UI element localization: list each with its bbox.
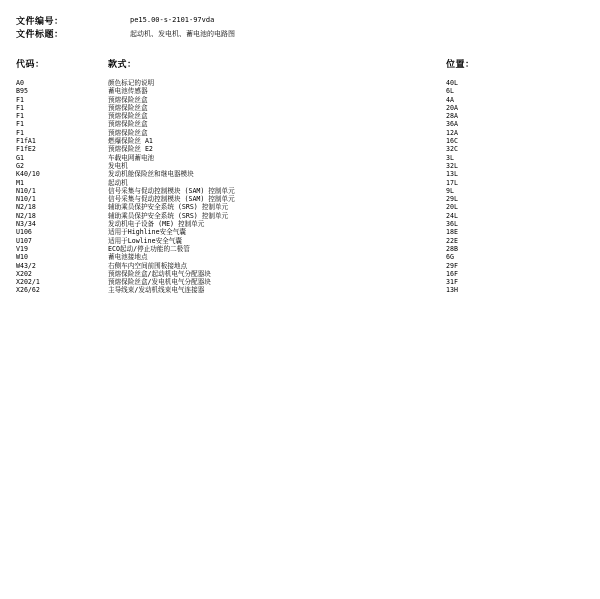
component-description: 预熔保险丝盒/起动机电气分配器块 bbox=[108, 269, 211, 278]
component-code: K40/10 bbox=[16, 170, 40, 179]
component-code: X26/62 bbox=[16, 286, 40, 295]
component-description: 发动机舱保险丝和继电器模块 bbox=[108, 170, 194, 179]
component-description: 车载电网蓄电池 bbox=[108, 153, 155, 162]
list-item bbox=[0, 154, 600, 162]
component-position: 17L bbox=[446, 178, 458, 187]
component-code: N10/1 bbox=[16, 186, 36, 195]
component-description: 蓄电池接地点 bbox=[108, 253, 148, 262]
component-code: N2/18 bbox=[16, 203, 36, 212]
component-description: 预熔保险丝盒 bbox=[108, 103, 148, 112]
list-item bbox=[0, 220, 600, 228]
list-item bbox=[0, 162, 600, 170]
component-description: 起动机 bbox=[108, 178, 128, 187]
component-position: 20A bbox=[446, 103, 458, 112]
list-item bbox=[0, 137, 600, 145]
file-number-label: 文件编号： bbox=[16, 17, 64, 27]
list-item bbox=[0, 129, 600, 137]
list-item bbox=[0, 79, 600, 87]
component-position: 4A bbox=[446, 95, 454, 104]
component-position: 6G bbox=[446, 253, 454, 262]
component-description: 颜色标记的说明 bbox=[108, 79, 155, 87]
file-title-value: 起动机、发电机、蓄电池的电路图 bbox=[130, 30, 235, 38]
component-position: 36L bbox=[446, 220, 458, 229]
component-list bbox=[0, 79, 600, 295]
component-position: 24L bbox=[446, 211, 458, 220]
component-description: 适用于Highline安全气囊 bbox=[108, 228, 186, 237]
component-description: 右侧车内空间前围板接地点 bbox=[108, 261, 188, 270]
list-item bbox=[0, 195, 600, 203]
component-code: N10/1 bbox=[16, 195, 36, 204]
component-description: 预熔保险丝 E2 bbox=[108, 145, 153, 154]
component-position: 31F bbox=[446, 278, 458, 287]
column-header-description: 款式： bbox=[108, 60, 137, 70]
component-code: X202 bbox=[16, 269, 32, 278]
column-header-code: 代码： bbox=[16, 60, 45, 70]
file-number-value: pe15.00-s-2101-97vda bbox=[130, 16, 215, 24]
component-code: F1 bbox=[16, 95, 24, 104]
component-position: 40L bbox=[446, 79, 458, 87]
list-item bbox=[0, 87, 600, 95]
component-position: 28B bbox=[446, 244, 458, 253]
list-item bbox=[0, 187, 600, 195]
list-item bbox=[0, 278, 600, 286]
list-item bbox=[0, 270, 600, 278]
component-description: 主导线束/发动机线束电气连接器 bbox=[108, 286, 205, 295]
component-position: 16F bbox=[446, 269, 458, 278]
component-position: 16C bbox=[446, 137, 458, 146]
list-item bbox=[0, 170, 600, 178]
component-description: 预熔保险丝盒/发电机电气分配器块 bbox=[108, 278, 211, 287]
component-position: 18E bbox=[446, 228, 458, 237]
component-code: N2/18 bbox=[16, 211, 36, 220]
component-description: 预熔保险丝盒 bbox=[108, 112, 148, 121]
component-code: F1 bbox=[16, 103, 24, 112]
component-code: M1 bbox=[16, 178, 24, 187]
component-code: G1 bbox=[16, 153, 24, 162]
component-description: 辅助乘员保护安全系统 (SRS) 控制单元 bbox=[108, 211, 229, 220]
component-position: 29L bbox=[446, 195, 458, 204]
list-item bbox=[0, 203, 600, 211]
column-header-position: 位置： bbox=[446, 60, 475, 70]
component-description: 蓄电池传感器 bbox=[108, 87, 148, 96]
component-position: 22E bbox=[446, 236, 458, 245]
list-item bbox=[0, 112, 600, 120]
component-description: 信号采集与促动控制模块 (SAM) 控制单元 bbox=[108, 195, 235, 204]
component-position: 12A bbox=[446, 128, 458, 137]
component-code: V19 bbox=[16, 244, 28, 253]
component-code: A0 bbox=[16, 79, 24, 87]
component-code: F1 bbox=[16, 128, 24, 137]
list-item bbox=[0, 104, 600, 112]
component-description: 预熔保险丝盒 bbox=[108, 120, 148, 129]
component-position: 28A bbox=[446, 112, 458, 121]
component-description: 预熔保险丝盒 bbox=[108, 95, 148, 104]
component-code: F1fE2 bbox=[16, 145, 36, 154]
component-description: 发电机 bbox=[108, 161, 128, 170]
list-item bbox=[0, 179, 600, 187]
component-code: F1 bbox=[16, 112, 24, 121]
component-code: F1fA1 bbox=[16, 137, 36, 146]
file-title-label: 文件标题： bbox=[16, 30, 64, 40]
component-code: X202/1 bbox=[16, 278, 40, 287]
component-position: 3L bbox=[446, 153, 454, 162]
component-position: 32C bbox=[446, 145, 458, 154]
component-code: W10 bbox=[16, 253, 28, 262]
component-code: U107 bbox=[16, 236, 32, 245]
component-position: 36A bbox=[446, 120, 458, 129]
list-item bbox=[0, 262, 600, 270]
list-item bbox=[0, 145, 600, 153]
component-description: 燃爆保险丝 A1 bbox=[108, 137, 153, 146]
component-code: G2 bbox=[16, 161, 24, 170]
list-item bbox=[0, 228, 600, 236]
component-position: 9L bbox=[446, 186, 454, 195]
list-item bbox=[0, 96, 600, 104]
component-code: F1 bbox=[16, 120, 24, 129]
component-position: 20L bbox=[446, 203, 458, 212]
component-description: 信号采集与促动控制模块 (SAM) 控制单元 bbox=[108, 186, 235, 195]
component-position: 29F bbox=[446, 261, 458, 270]
list-item bbox=[0, 253, 600, 261]
component-description: 预熔保险丝盒 bbox=[108, 128, 148, 137]
component-position: 13L bbox=[446, 170, 458, 179]
list-item bbox=[0, 286, 600, 294]
component-code: W43/2 bbox=[16, 261, 36, 270]
component-description: 辅助乘员保护安全系统 (SRS) 控制单元 bbox=[108, 203, 229, 212]
component-position: 6L bbox=[446, 87, 454, 96]
component-code: N3/34 bbox=[16, 220, 36, 229]
component-code: B95 bbox=[16, 87, 28, 96]
component-position: 32L bbox=[446, 161, 458, 170]
component-description: ECO起动/停止功能的二极管 bbox=[108, 244, 190, 253]
component-description: 适用于Lowline安全气囊 bbox=[108, 236, 182, 245]
component-description: 发动机电子设备 (ME) 控制单元 bbox=[108, 220, 205, 229]
list-item bbox=[0, 237, 600, 245]
list-item bbox=[0, 120, 600, 128]
list-item bbox=[0, 245, 600, 253]
component-position: 13H bbox=[446, 286, 458, 295]
component-code: U106 bbox=[16, 228, 32, 237]
list-item bbox=[0, 212, 600, 220]
